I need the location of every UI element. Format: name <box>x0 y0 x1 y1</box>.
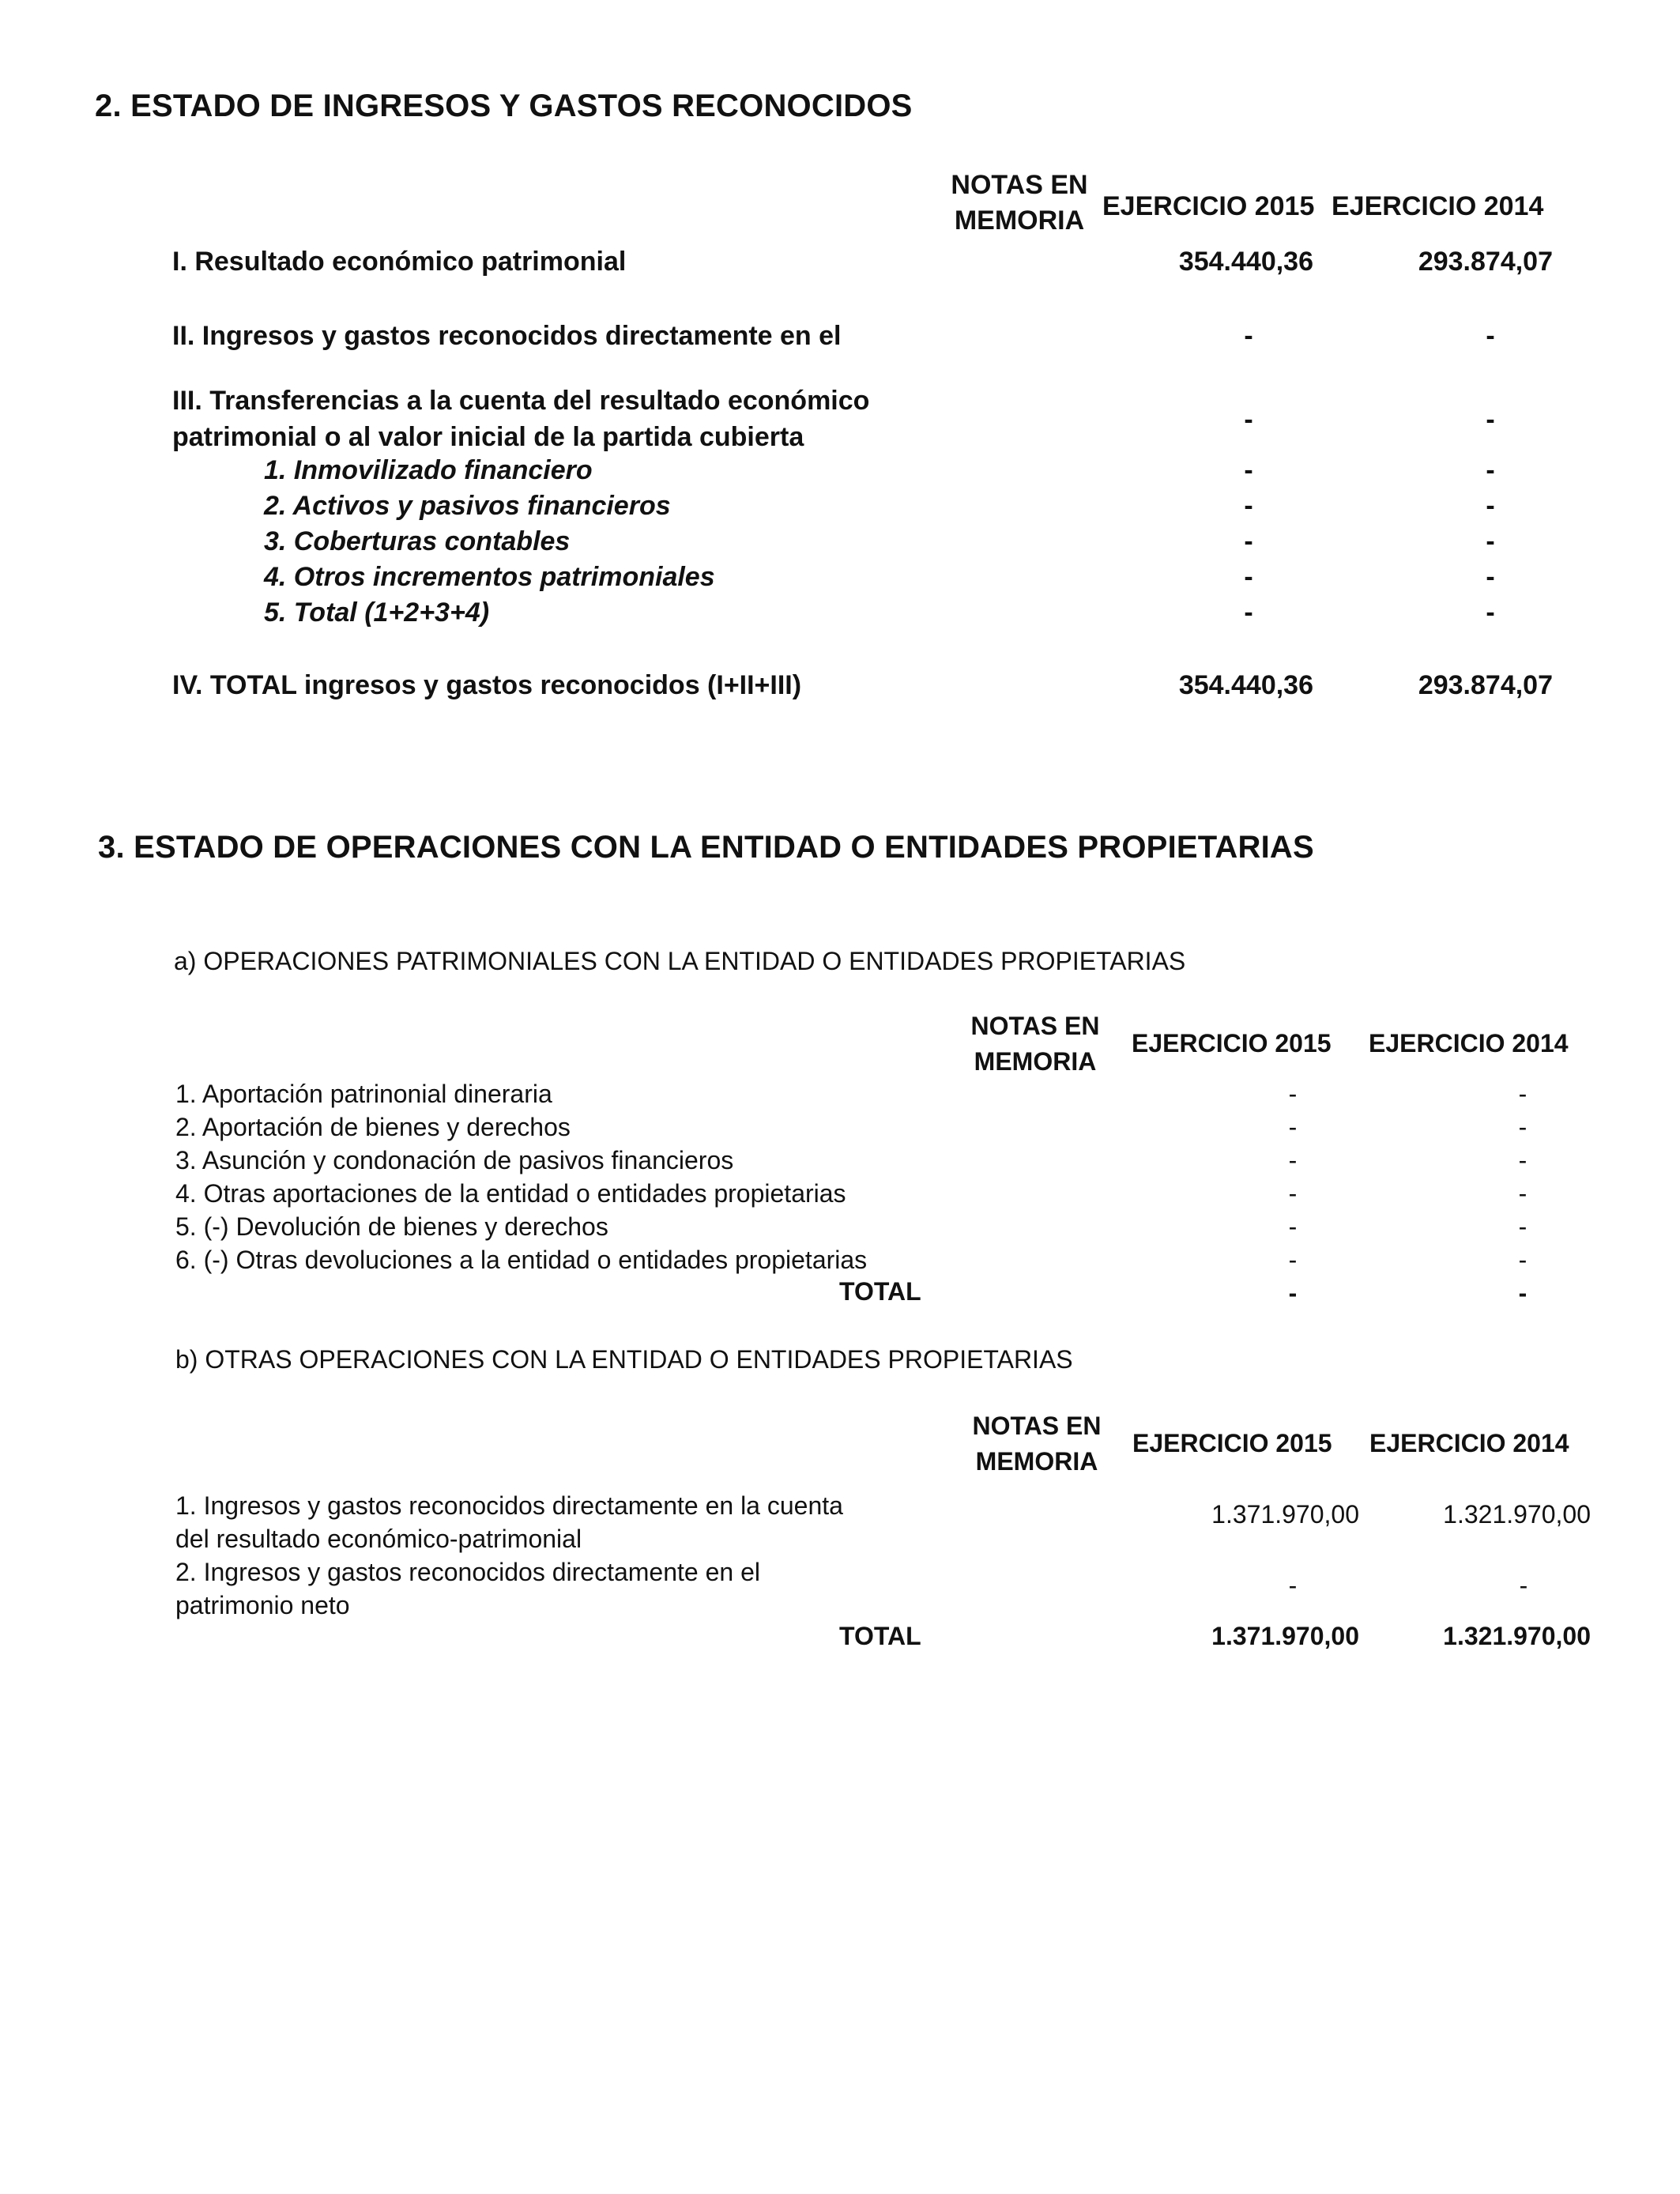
row-label: 3. Asunción y condonación de pasivos financieros <box>175 1146 734 1174</box>
row-label: 2. Activos y pasivos financieros <box>264 491 671 521</box>
value-2014: - <box>1486 598 1495 628</box>
row-label: 5. Total (1+2+3+4) <box>264 598 490 628</box>
notes-column-header: NOTAS EN MEMORIA <box>970 1012 1100 1076</box>
year-2014-column-header: EJERCICIO 2014 <box>1369 1029 1569 1057</box>
row-label: 1. Aportación patrinonial dineraria <box>175 1080 552 1108</box>
total-2014: 1.321.970,00 <box>1443 1622 1591 1650</box>
value-2015: - <box>1288 1212 1298 1241</box>
value-2014: - <box>1518 1246 1527 1274</box>
value-2014: 293.874,07 <box>1418 247 1553 277</box>
row-label: 5. (-) Devolución de bienes y derechos <box>175 1212 608 1241</box>
value-2014: 1.321.970,00 <box>1443 1500 1591 1529</box>
section-2-title: 2. ESTADO DE INGRESOS Y GASTOS RECONOCIDOS <box>95 89 913 123</box>
part-b-title: b) OTRAS OPERACIONES CON LA ENTIDAD O ENTIDADES PROPIETARIAS <box>175 1345 1073 1374</box>
row-label: III. Transferencias a la cuenta del resultado económico patrimonial o al valor inicial de la partida cubierta <box>172 386 870 452</box>
total-2014: - <box>1518 1279 1527 1307</box>
value-2015: 354.440,36 <box>1178 247 1313 277</box>
value-2015: 354.440,36 <box>1178 670 1313 700</box>
value-2014: - <box>1486 405 1495 435</box>
value-2014: - <box>1518 1113 1527 1141</box>
total-2015: 1.371.970,00 <box>1211 1622 1359 1650</box>
value-2014: - <box>1518 1179 1527 1208</box>
value-2015: - <box>1288 1113 1298 1141</box>
row-label: 1. Inmovilizado financiero <box>264 455 593 485</box>
year-2015-column-header: EJERCICIO 2015 <box>1102 191 1315 221</box>
row-label: 4. Otras aportaciones de la entidad o entidades propietarias <box>175 1179 846 1208</box>
value-2014: - <box>1486 562 1495 592</box>
row-label: 4. Otros incrementos patrimoniales <box>264 562 715 592</box>
section-3-title: 3. ESTADO DE OPERACIONES CON LA ENTIDAD O ENTIDADES PROPIETARIAS <box>98 830 1314 865</box>
value-2014: - <box>1486 526 1495 556</box>
value-2015: - <box>1244 491 1253 521</box>
value-2015: - <box>1244 598 1253 628</box>
row-label: 2. Ingresos y gastos reconocidos directamente en el patrimonio neto <box>175 1558 760 1619</box>
row-label: II. Ingresos y gastos reconocidos directamente en el <box>172 321 842 351</box>
value-2014: - <box>1518 1212 1527 1241</box>
row-label: 6. (-) Otras devoluciones a la entidad o entidades propietarias <box>175 1246 868 1274</box>
value-2015: - <box>1244 321 1253 351</box>
value-2014: - <box>1518 1146 1527 1174</box>
notes-column-header: NOTAS EN MEMORIA <box>951 170 1088 236</box>
value-2015: - <box>1244 526 1253 556</box>
total-label: TOTAL <box>839 1277 921 1306</box>
value-2014: 293.874,07 <box>1418 670 1553 700</box>
year-2014-column-header: EJERCICIO 2014 <box>1369 1429 1569 1457</box>
value-2014: - <box>1486 455 1495 485</box>
value-2015: - <box>1244 455 1253 485</box>
row-label: IV. TOTAL ingresos y gastos reconocidos (I+II+III) <box>172 670 802 700</box>
notes-column-header: NOTAS EN MEMORIA <box>972 1412 1102 1476</box>
value-2014: - <box>1486 321 1495 351</box>
value-2015: - <box>1244 562 1253 592</box>
part-a-title: a) OPERACIONES PATRIMONIALES CON LA ENTIDAD O ENTIDADES PROPIETARIAS <box>174 947 1186 975</box>
value-2014: - <box>1486 491 1495 521</box>
value-2015: - <box>1288 1571 1298 1600</box>
value-2015: - <box>1288 1146 1298 1174</box>
value-2015: 1.371.970,00 <box>1211 1500 1359 1529</box>
year-2015-column-header: EJERCICIO 2015 <box>1132 1029 1332 1057</box>
row-label: I. Resultado económico patrimonial <box>172 247 627 277</box>
row-label: 3. Coberturas contables <box>264 526 571 556</box>
row-label: 1. Ingresos y gastos reconocidos directamente en la cuenta del resultado económico-patrimonial <box>175 1491 843 1553</box>
value-2014: - <box>1518 1080 1527 1108</box>
value-2015: - <box>1288 1179 1298 1208</box>
row-label: 2. Aportación de bienes y derechos <box>175 1113 571 1141</box>
value-2014: - <box>1519 1571 1528 1600</box>
value-2015: - <box>1288 1080 1298 1108</box>
total-label: TOTAL <box>839 1622 921 1650</box>
year-2015-column-header: EJERCICIO 2015 <box>1132 1429 1332 1457</box>
total-2015: - <box>1288 1279 1298 1307</box>
year-2014-column-header: EJERCICIO 2014 <box>1332 191 1544 221</box>
value-2015: - <box>1244 405 1253 435</box>
value-2015: - <box>1288 1246 1298 1274</box>
